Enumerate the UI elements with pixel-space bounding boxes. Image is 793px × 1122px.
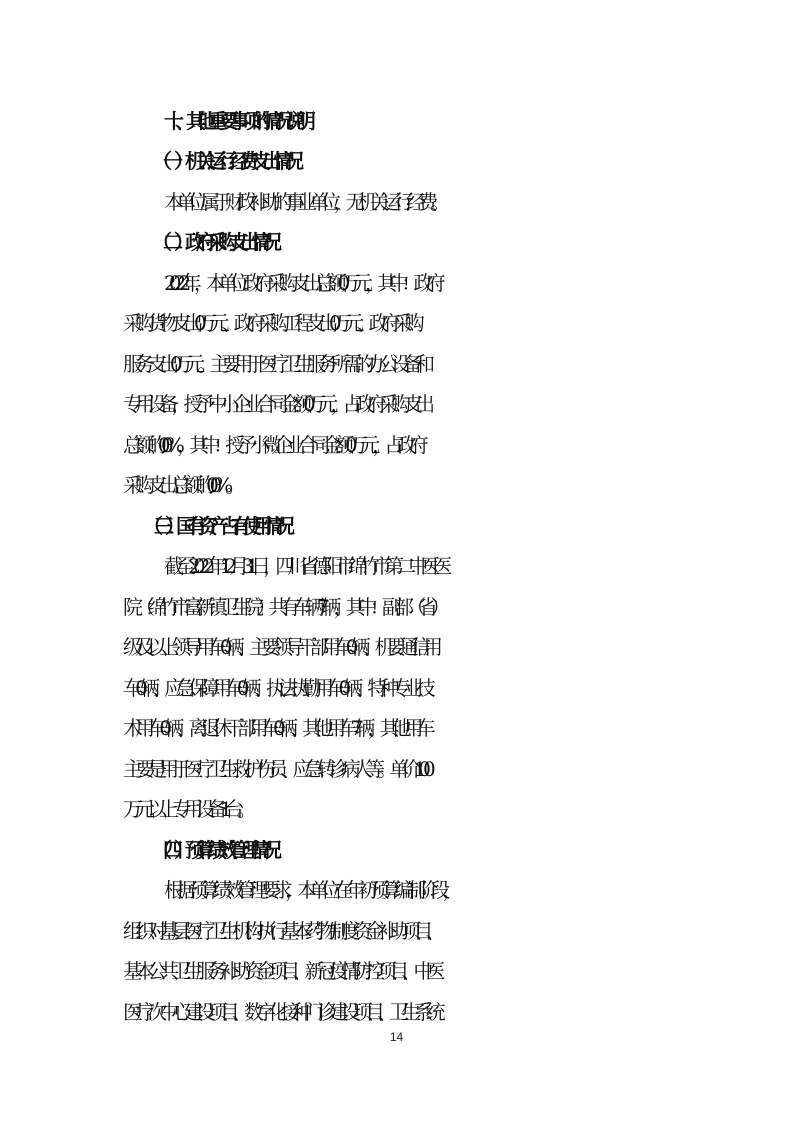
paragraph-line: 采购货物支出 0 万元、政府采购工程支出 0 万元、政府采购 [123, 311, 417, 335]
subsection-title-1: （一）机关运行经费支出情况 [152, 149, 295, 173]
subsection-title-2: （二）政府采购支出情况 [152, 230, 273, 254]
paragraph-line: 医疗次中心建设项目、数字化接种门诊建设项目、卫生系统 [123, 1000, 438, 1024]
paragraph-line: 截至2022年12月31日，四川省德阳市绵竹市第二中医医 [164, 554, 445, 578]
paragraph-line: 级及以上领导用车0辆、主要领导干部用车0辆、机要通信用 [123, 635, 436, 659]
subsection-title-3: （三）国有资产占有使用情况 [143, 514, 286, 538]
paragraph-line: 服务支出 0 万元。主要用于医疗卫生服务所需的办公设备和 [123, 352, 428, 376]
paragraph-line: 根据预算绩效管理要求，本单位在年初预算编制阶段， [164, 878, 455, 902]
paragraph-line: 采购支出总额的 0.0%。 [123, 473, 238, 497]
paragraph-line: 本单位属于财政补助的事业单位，无机关运行经费。 [164, 190, 443, 214]
paragraph-line: 基本公共卫生服务补助资金项目、新冠疫情防控项目、中医 [123, 959, 438, 983]
paragraph-line: 术用车0辆、离退休干部用车0辆、其他用车7辆，其他用车 [123, 716, 428, 740]
paragraph-line: 院（绵竹市富新镇卫生院）共有车辆7辆，其中：副部（省） [123, 595, 443, 619]
paragraph-line: 组织对基层医疗卫生机构执行基本药物制度资金补助项目、 [123, 919, 438, 943]
paragraph-line: 专用设备，授予中小企业合同金额 0 万元，占政府采购支出 [123, 392, 428, 416]
paragraph-line: 2022 年，本单位政府采购支出总额 0 万元，其中：政府 [164, 271, 438, 295]
page-number: 14 [389, 1030, 404, 1044]
subsection-title-4: （四）预算绩效管理情况 [152, 838, 273, 862]
paragraph-line: 主要是用于医疗卫生救护伤员、应急转诊病人等。单价100 [123, 757, 428, 781]
paragraph-line: 车0辆、应急保障用车0辆、执法执勤用车0辆、特种专业技 [123, 676, 428, 700]
paragraph-line: 总额的 0.0%，其中：授予小微企业合同金额 0 万元，占政府 [123, 433, 421, 457]
section-heading: 十、其他重要事项的情况说明 [164, 109, 307, 133]
paragraph-line: 万元以上专用设备1台。 [123, 797, 249, 821]
